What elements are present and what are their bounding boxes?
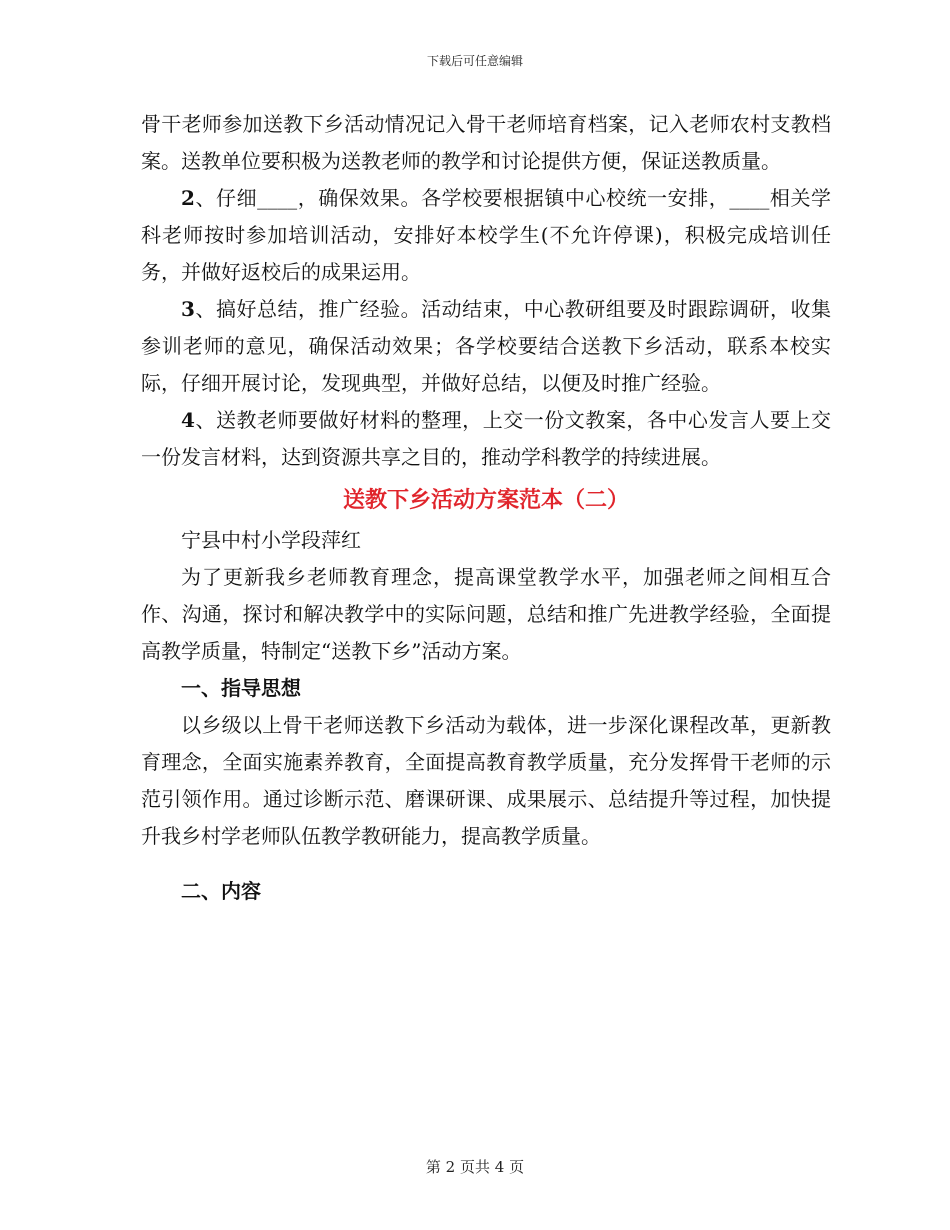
page-footer: 第 2 页共 4 页 <box>425 1158 525 1176</box>
page-header: 下载后可任意编辑 <box>426 54 523 68</box>
item-3-number: 3 <box>181 297 195 321</box>
document-body <box>141 106 831 910</box>
item-2-number: 2 <box>181 186 195 210</box>
item-4-number: 4 <box>181 408 195 432</box>
item-4-paragraph <box>141 402 831 476</box>
item-3-text: 、搞好总结，推广经验。活动结束，中心教研组要及时跟踪调研，收集参训老师的意见，确保活动效果；各学校要结合送教下乡活动，联系本校实际，仔细开展讨论，发现典型，并做好总结，以便及时推广经验。 <box>141 297 831 395</box>
item-3-paragraph <box>141 291 831 402</box>
item-2-paragraph <box>141 180 831 291</box>
author-line: 宁县中村小学段萍红 <box>181 528 361 552</box>
continuation-paragraph: 骨干老师参加送教下乡活动情况记入骨干老师培育档案，记入老师农村支教档案。送教单位要积极为送教老师的教学和讨论提供方便，保证送教质量。 <box>141 112 831 173</box>
item-2-text: 、仔细____，确保效果。各学校要根据镇中心校统一安排，____相关学科老师按时参加培训活动，安排好本校学生(不允许停课)，积极完成培训任务，并做好返校后的成果运用。 <box>141 186 831 284</box>
item-4-text: 、送教老师要做好材料的整理，上交一份文教案，各中心发言人要上交一份发言材料，达到资源共享之目的，推动学科教学的持续进展。 <box>141 408 831 469</box>
intro-paragraph: 为了更新我乡老师教育理念，提高课堂教学水平，加强老师之间相互合作、沟通，探讨和解决教学中的实际问题，总结和推广先进教学经验，全面提高教学质量，特制定“送教下乡”活动方案。 <box>141 565 831 663</box>
heading-guiding-ideology: 一、指导思想 <box>181 676 301 700</box>
heading-content: 二、内容 <box>181 879 261 903</box>
section-title: 送教下乡活动方案范本（二） <box>342 487 629 513</box>
guiding-paragraph: 以乡级以上骨干老师送教下乡活动为载体，进一步深化课程改革，更新教育理念，全面实施素养教育，全面提高教育教学质量，充分发挥骨干老师的示范引领作用。通过诊断示范、磨课研课、成果展示、总结提升等过程，加快提升我乡村学老师队伍教学教研能力，提高教学质量。 <box>141 713 831 848</box>
